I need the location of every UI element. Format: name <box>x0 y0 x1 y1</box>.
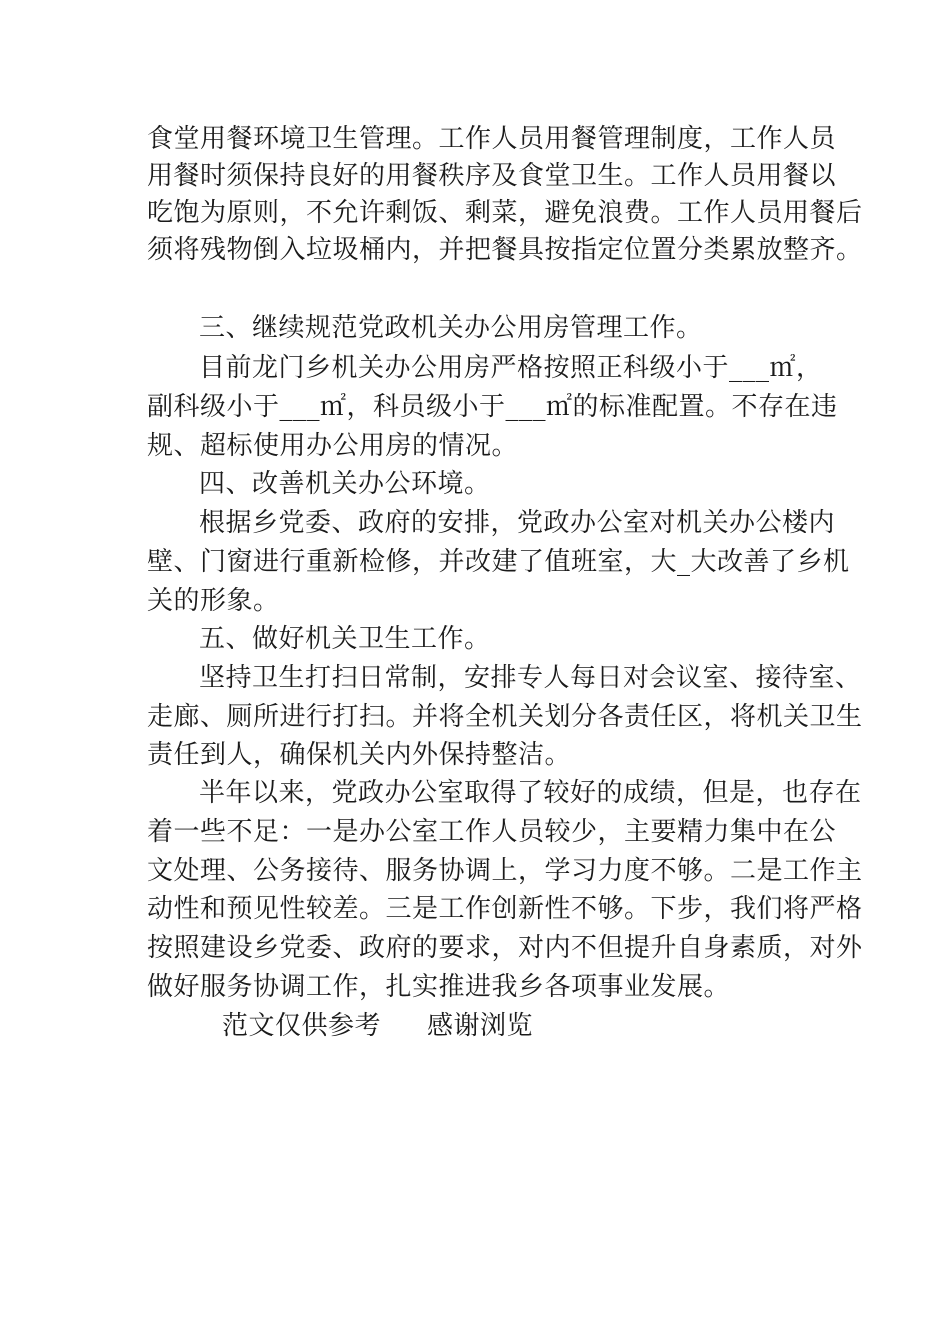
footer-note <box>222 1008 533 1044</box>
paragraph-5-line-1: 坚持卫生打扫日常制，安排专人每日对会议室、接待室、 <box>199 663 862 693</box>
paragraph-5-line-2: 走廊、厕所进行打扫。并将全机关划分各责任区，将机关卫生 <box>147 702 863 732</box>
heading-section-3: 三、继续规范党政机关办公用房管理工作。 <box>199 313 703 343</box>
paragraph-5-line-3: 责任到人，确保机关内外保持整洁。 <box>147 740 572 770</box>
paragraph-6-line-2: 着一些不足：一是办公室工作人员较少，主要精力集中在公 <box>147 817 837 847</box>
paragraph-3-line-3: 规、超标使用办公用房的情况。 <box>147 431 519 461</box>
paragraph-1-line-1: 食堂用餐环境卫生管理。工作人员用餐管理制度，工作人员 <box>147 124 837 154</box>
paragraph-6-line-6: 做好服务协调工作，扎实推进我乡各项事业发展。 <box>147 972 731 1002</box>
paragraph-3-line-1: 目前龙门乡机关办公用房严格按照正科级小于___㎡， <box>199 353 823 383</box>
paragraph-6-line-5: 按照建设乡党委、政府的要求，对内不但提升自身素质，对外 <box>147 933 863 963</box>
paragraph-6-line-4: 动性和预见性较差。三是工作创新性不够。下步，我们将严格 <box>147 894 863 924</box>
footer-reference-text: 范文仅供参考 <box>222 1011 382 1041</box>
paragraph-1-line-2: 用餐时须保持良好的用餐秩序及食堂卫生。工作人员用餐以 <box>147 161 837 191</box>
footer-thanks-text: 感谢浏览 <box>427 1011 534 1041</box>
paragraph-4-line-1: 根据乡党委、政府的安排，党政办公室对机关办公楼内 <box>199 508 836 538</box>
paragraph-1-line-3: 吃饱为原则，不允许剩饭、剩菜，避免浪费。工作人员用餐后 <box>147 198 863 228</box>
paragraph-6-line-1: 半年以来，党政办公室取得了较好的成绩，但是，也存在 <box>199 778 862 808</box>
paragraph-3-line-2: 副科级小于___㎡，科员级小于___㎡的标准配置。不存在违 <box>147 392 838 422</box>
paragraph-1-line-4: 须将残物倒入垃圾桶内，并把餐具按指定位置分类累放整齐。 <box>147 235 863 265</box>
heading-section-4: 四、改善机关办公环境。 <box>199 469 491 499</box>
heading-section-5: 五、做好机关卫生工作。 <box>199 624 491 654</box>
paragraph-4-line-3: 关的形象。 <box>147 586 280 616</box>
paragraph-6-line-3: 文处理、公务接待、服务协调上，学习力度不够。二是工作主 <box>147 856 863 886</box>
paragraph-4-line-2: 壁、门窗进行重新检修，并改建了值班室，大_大改善了乡机 <box>147 547 850 577</box>
